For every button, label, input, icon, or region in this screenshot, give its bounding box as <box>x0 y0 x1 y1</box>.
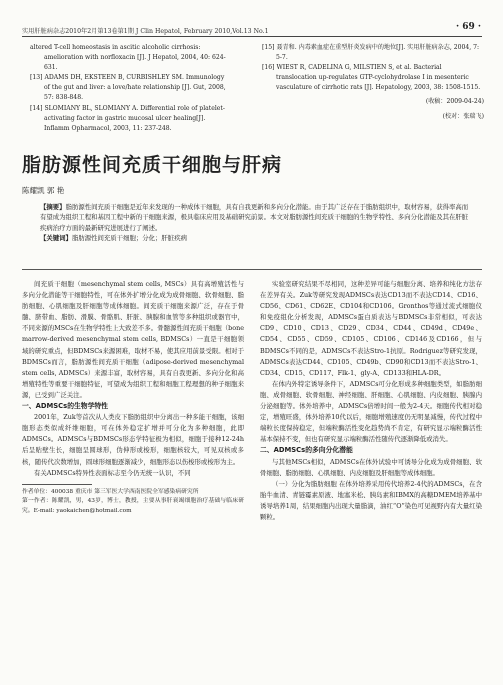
body-paragraph: 实验室研究结果不尽相同，这种差异可能与细胞分离、培养和纯化方法存在差异有关。Zuk等研究发现ADMSCs表达CD13而不表达CD14、CD16、CD56、CD61、CD62E、CD104和CD106。Gronthos等通过流式细胞仪和免疫组化分析发现，ADMSCs蛋白质表达与BDMSCs非常相似，可表达CD9、CD10、CD13、CD29、CD34、CD44、CD49d、CD49e、CD54、CD55、CD59、CD105、CD106、CD146及CD166，但与BDMSCs不同的是，ADMSCs不表达Stro-1抗原。Rodriguez等研究发现，ADMSCs表达CD44、CD105、CD49b、CD90和CD13而不表达Stro-1、CD34、CD15、CD117、Flk-1、gly-A、CD133和HLA-DR。 <box>260 280 482 377</box>
footnote-author: 第一作者：陈耀凯，男，43岁，博士，教授，主要从事肝衰竭细胞治疗基础与临床研究。E-mail: yaokaichen@hotmail.com <box>22 498 244 514</box>
references-left <box>30 43 230 134</box>
reference-entry: [14] SLOMIANY BL, SLOMIANY A. Differential role of platelet-activating factor in gastric mucosal ulcer healing[J]. Inflamm Opharmacol, 2003, 11: 237-248. <box>30 104 225 132</box>
header-rule <box>22 36 482 37</box>
proofreader: (校对：张瑞飞) <box>442 112 484 120</box>
body-paragraph: 有关ADMSCs特异性表面标志至今仍无统一认识，不同 <box>34 468 191 477</box>
abstract-label: 【摘要】 <box>40 203 66 211</box>
keywords-text: 脂肪源性间充质干细胞；分化；肝脏疾病 <box>71 234 187 243</box>
body-paragraph: 在体内外特定诱导条件下，ADMSCs可分化形成多种细胞类型，如脂肪细胞、成骨细胞、软骨细胞、神经细胞、肝细胞、心肌细胞、内皮细胞、胰腺内分泌细胞等。体外培养中，ADMSCs倍增时间一般为2-4天。细胞传代相对稳定，增殖旺盛，体外培养10代以后，细胞增殖速度仍无明显减慢，传代过程中端粒长度保持稳定，但端粒酶活性变化趋势尚不肯定，有研究显示端粒酶活性基本保持不变，但也有研究显示端粒酶活性随传代逐渐降低或消失。 <box>260 379 482 444</box>
reference-entry: [16] WIEST R, CADELINA G, MILSTIEN S, et al. Bacterial translocation up-regulates GTP-cyclohydrolase I in mesenteric vasculature of cirrhotic rats [J]. Hepatology, 2003, 38: 1508-1515. <box>262 64 481 92</box>
body-paragraph: 与其他MSCs相似，ADMSCs在体外试验中可诱导分化成为成骨细胞、软骨细胞、脂肪细胞、心肌细胞、内皮细胞及肝细胞等成体细胞。 <box>260 457 482 477</box>
body-paragraph: 2001年，Zuk等首次从人类皮下脂肪组织中分离出一种多能干细胞，该细胞形态类似成纤维细胞，可在体外稳定扩增并可分化为多种细胞，此即ADMSCs。ADMSCs与BDMSCs形态学特征极为相似，细胞于接种12-24h后呈贴壁生长，细胞呈圆球形，伪伸形或梭形，细胞核较大，可见双核或多核，随传代次数增加，圆球形细胞逐渐减少，细胞形态以伤梭形或梭形为主。 <box>22 413 244 466</box>
footnote-affiliation: 作者单位：400038 重庆市 第三军医大学西南医院全军感染病研究所 <box>22 488 199 495</box>
reference-entry: altered T-cell homeostasis in ascitic alcoholic cirrhosis: amelioration with norfloxacin [J]. J Hepatol, 2004, 40: 624-631. <box>30 44 226 72</box>
body-paragraph: （一）分化为脂肪细胞 在体外培养采用传代培养2-4代的ADMSCs，在含胎牛血清、青链霉素原液、地塞米松、胰岛素和IBMX的高糖DMEM培养基中诱导培养1周，结果细胞内出现大量脂滴，油红“O”染色可见视野内有大量红染颗粒。 <box>260 479 482 521</box>
section-heading: 二、ADMSCs的多向分化潜能 <box>260 446 353 455</box>
article-authors: 陈耀凯 郭 艳 <box>22 186 65 195</box>
article-title: 脂肪源性间充质干细胞与肝病 <box>22 154 283 176</box>
received-date: (收稿：2009-04-24) <box>425 98 484 106</box>
body-paragraph: 间充质干细胞（mesenchymal stem cells, MSCs）具有高增殖活性与多向分化潜能等干细胞特性，可在体外扩增分化成为成骨细胞、软骨细胞、脂肪细胞、心肌细胞及肝细胞等成体细胞。间充质干细胞来源广泛，存在于骨髓、脐带血、脂肪、滑膜、骨骼肌、肝脏、胰腺和血管等多种组织或器官中，不同来源的MSCs在生物学特性上大致差不多。骨髓源性间充质干细胞（bone marrow-derived mesenchymal stem cells, BDMSCs）一直是干细胞领域的研究重点，但BDMSCs来源困难，取材不易，使其应用前景受限。相对于BDMSCs而言，脂肪源性间充质干细胞（adipose-derived mesenchymal stem cells, ADMSCs）来源丰富，取材容易，具有自我更新、多向分化和高增殖特性等重要干细胞特征，可望成为组织工程和细胞工程理想的种子细胞来源，已受到广泛关注。 <box>22 280 244 399</box>
abstract-block <box>40 202 470 244</box>
page-number: · 69 · <box>455 22 481 32</box>
reference-entry: [13] ADAMS DH, EKSTEEN B, CURBISHLEY SM. Immunology of the gut and liver: a love/hate relationship [J]. Gut, 2008, 57: 838-848. <box>30 74 226 102</box>
keywords-label: 【关键词】 <box>40 234 72 243</box>
section-heading: 一、ADMSCs的生物学特性 <box>22 402 108 411</box>
body-column-left <box>22 279 244 516</box>
reference-entry: [15] 聂青和. 内毒素血症在重型肝炎发病中的地位[J]. 实用肝脏病杂志, 2004, 7: 5-7. <box>262 44 480 62</box>
body-column-right <box>260 279 482 523</box>
references-right <box>262 43 484 122</box>
abstract-text: 脂肪源性间充质干细胞是近年来发现的一种成体干细胞，具有自我更新和多向分化潜能。由于其广泛存在于脂肪组织中，取材容易，获得率高而有望成为组织工程和基因工程中新的干细胞来源，极具临床应用及基础研究前景。本文对脂肪源性间充质干细胞的生物学特性、多向分化潜能及其在肝脏疾病治疗方面的最新研究进展进行了阐述。 <box>40 203 469 232</box>
footnote-rule <box>22 484 92 485</box>
running-header: 实用肝脏病杂志2010年2月第13卷第1期 J Clin Hepatol, February 2010,Vol.13 No.1 <box>22 28 269 35</box>
abstract-divider <box>22 269 482 270</box>
